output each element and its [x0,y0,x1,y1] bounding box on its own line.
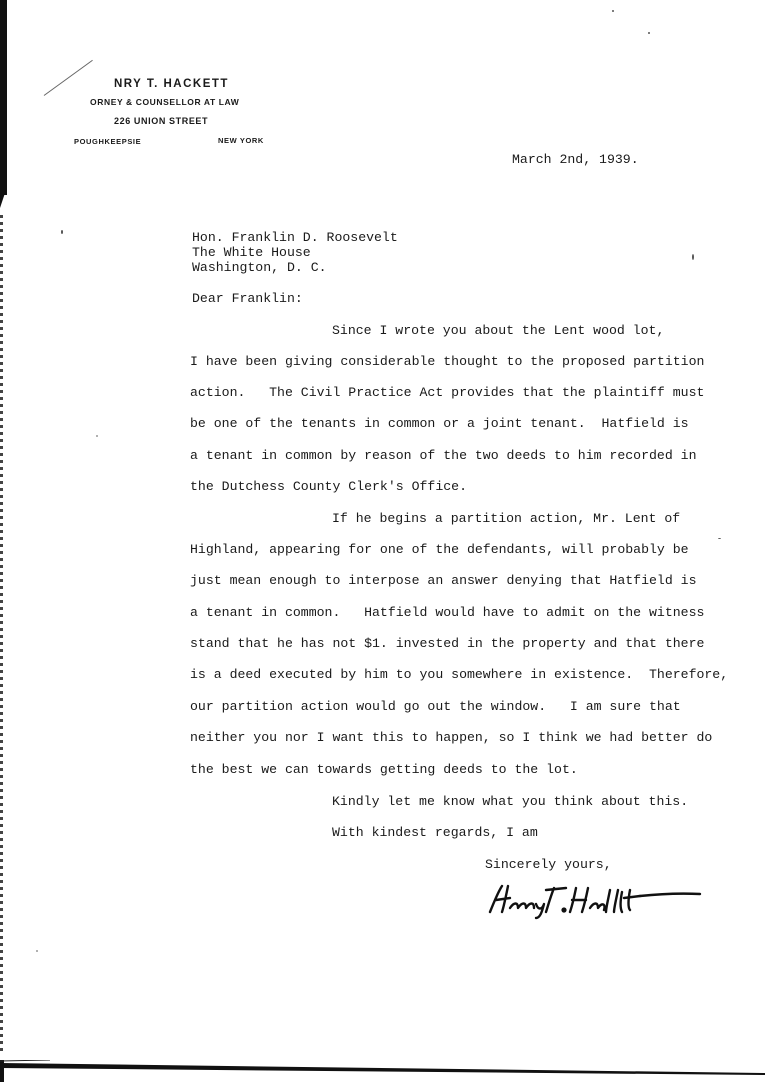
paragraph-2-line: the best we can towards getting deeds to the lot. [190,762,578,777]
scan-speck [718,538,721,539]
letter-date: March 2nd, 1939. [512,152,639,167]
scan-speck [692,254,694,260]
paragraph-1-line: action. The Civil Practice Act provides that the plaintiff must [190,385,705,400]
scan-edge-left-notch [0,190,6,208]
paragraph-2-line: neither you nor I want this to happen, so I think we had better do [190,730,713,745]
letterhead-title: ORNEY & COUNSELLOR AT LAW [90,97,240,107]
paragraph-3: Kindly let me know what you think about this. [332,794,689,809]
scan-speck [96,435,98,437]
paragraph-1-line: I have been giving considerable thought to the proposed partition [190,354,705,369]
closing-line: With kindest regards, I am [332,825,538,840]
pen-mark [44,60,93,96]
valediction: Sincerely yours, [485,857,612,872]
handwritten-signature [484,880,704,920]
paragraph-1-line: the Dutchess County Clerk's Office. [190,479,467,494]
letterhead-state: NEW YORK [218,136,264,145]
paragraph-2-line: a tenant in common. Hatfield would have to admit on the witness [190,605,705,620]
paragraph-2-line: is a deed executed by him to you somewhere in existence. Therefore, [190,667,729,682]
salutation: Dear Franklin: [192,291,303,306]
paragraph-2-line: If he begins a partition action, Mr. Lent of [332,511,681,526]
letterhead-city: POUGHKEEPSIE [74,137,142,146]
paragraph-2-line: just mean enough to interpose an answer denying that Hatfield is [190,573,697,588]
scan-speck [612,10,614,12]
paragraph-2-line: Highland, appearing for one of the defendants, will probably be [190,542,689,557]
scan-edge-bottom [0,1060,765,1082]
scan-edge-left [0,0,7,195]
letterhead-name: NRY T. HACKETT [114,78,229,90]
paragraph-2-line: our partition action would go out the window. I am sure that [190,699,681,714]
scan-edge-left-dotted [0,215,3,1055]
paragraph-2-line: stand that he has not $1. invested in the property and that there [190,636,705,651]
letterhead-street: 226 UNION STREET [114,116,209,126]
scan-speck [36,950,38,952]
recipient-city: Washington, D. C. [192,260,327,275]
recipient-org: The White House [192,245,311,260]
scan-speck [648,32,650,34]
scan-speck [61,230,63,234]
paragraph-1-line: a tenant in common by reason of the two deeds to him recorded in [190,448,697,463]
paragraph-1-line: Since I wrote you about the Lent wood lot, [332,323,665,338]
recipient-name: Hon. Franklin D. Roosevelt [192,230,398,245]
paragraph-1-line: be one of the tenants in common or a joint tenant. Hatfield is [190,416,689,431]
